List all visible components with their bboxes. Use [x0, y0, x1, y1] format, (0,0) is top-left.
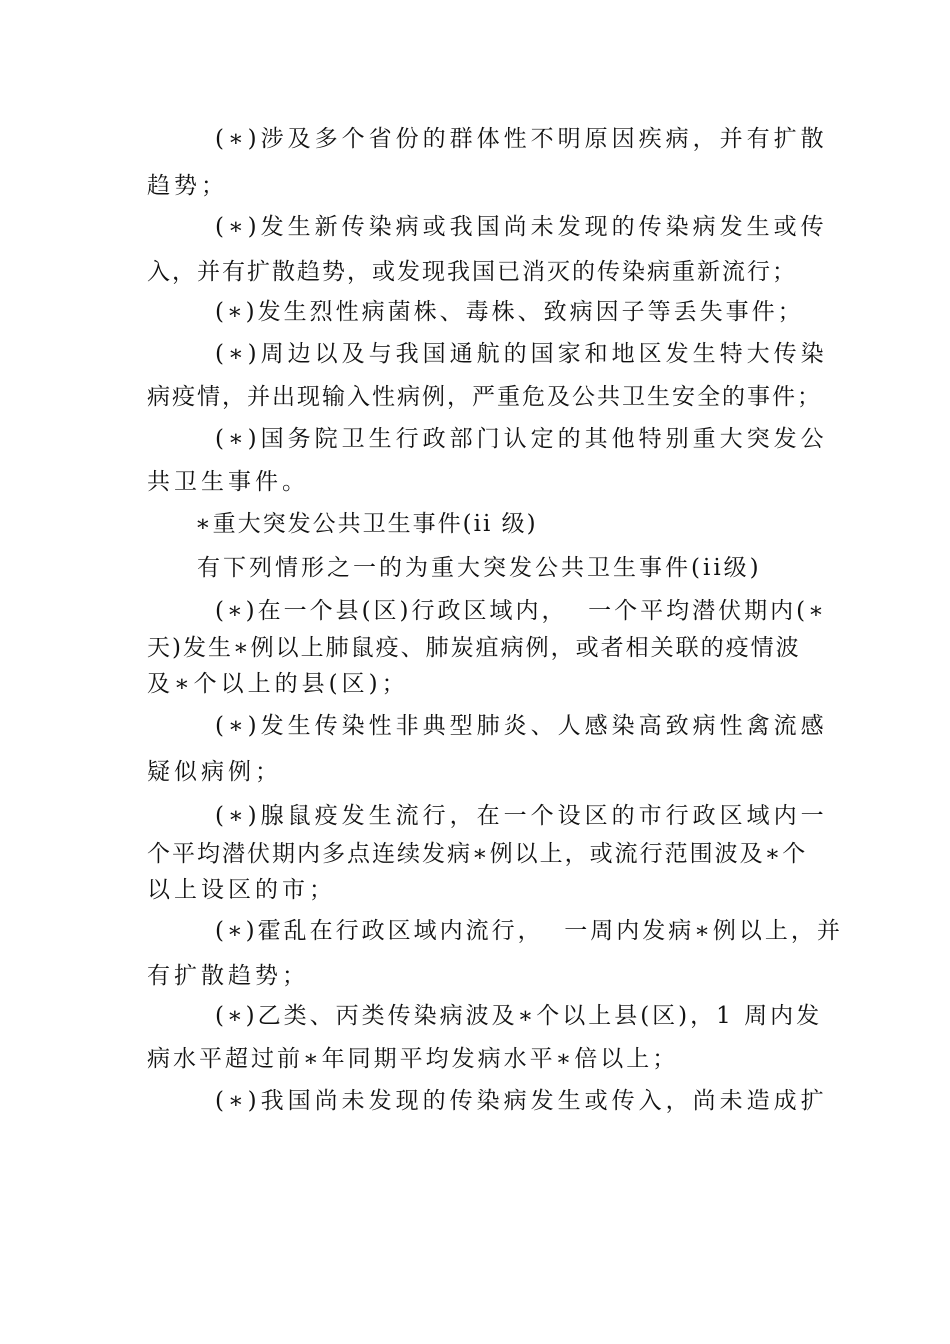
text-line: 趋势； [147, 173, 228, 199]
text-line: (∗)腺鼠疫发生流行，在一个设区的市行政区域内一 [215, 803, 828, 829]
text-line: (∗)霍乱在行政区域内流行， 一周内发病∗例以上，并 [215, 918, 843, 944]
text-line: 疑似病例； [147, 759, 282, 785]
section-heading: ∗重大突发公共卫生事件(ii 级) [195, 511, 538, 537]
text-line: (∗)发生新传染病或我国尚未发现的传染病发生或传 [215, 214, 828, 240]
text-line: (∗)发生传染性非典型肺炎、人感染高致病性禽流感 [215, 713, 828, 739]
text-line: 有扩散趋势； [147, 963, 309, 989]
text-line: (∗)在一个县(区)行政区域内， 一个平均潜伏期内(∗ [215, 598, 827, 624]
text-line: (∗)我国尚未发现的传染病发生或传入，尚未造成扩 [215, 1088, 828, 1114]
text-line: 天)发生∗例以上肺鼠疫、肺炭疽病例，或者相关联的疫情波 [147, 635, 801, 661]
text-line: (∗)涉及多个省份的群体性不明原因疾病，并有扩散 [215, 126, 828, 152]
text-line: (∗)发生烈性病菌株、毒株、致病因子等丢失事件； [215, 299, 804, 325]
text-line: 有下列情形之一的为重大突发公共卫生事件(ii级) [197, 555, 762, 581]
text-line: (∗)乙类、丙类传染病波及∗个以上县(区)，1 周内发 [215, 1003, 823, 1029]
text-line: 病疫情，并出现输入性病例，严重危及公共卫生安全的事件； [147, 384, 822, 410]
text-line: 共卫生事件。 [147, 469, 309, 495]
text-line: 及∗个以上的县(区)； [147, 671, 409, 697]
text-line: 以上设区的市； [147, 877, 336, 903]
text-line: (∗)国务院卫生行政部门认定的其他特别重大突发公 [215, 426, 828, 452]
text-line: 病水平超过前∗年同期平均发病水平∗倍以上； [147, 1046, 679, 1072]
text-line: (∗)周边以及与我国通航的国家和地区发生特大传染 [215, 341, 828, 367]
text-line: 入，并有扩散趋势，或发现我国已消灭的传染病重新流行； [147, 259, 797, 285]
text-line: 个平均潜伏期内多点连续发病∗例以上，或流行范围波及∗个 [147, 841, 808, 867]
